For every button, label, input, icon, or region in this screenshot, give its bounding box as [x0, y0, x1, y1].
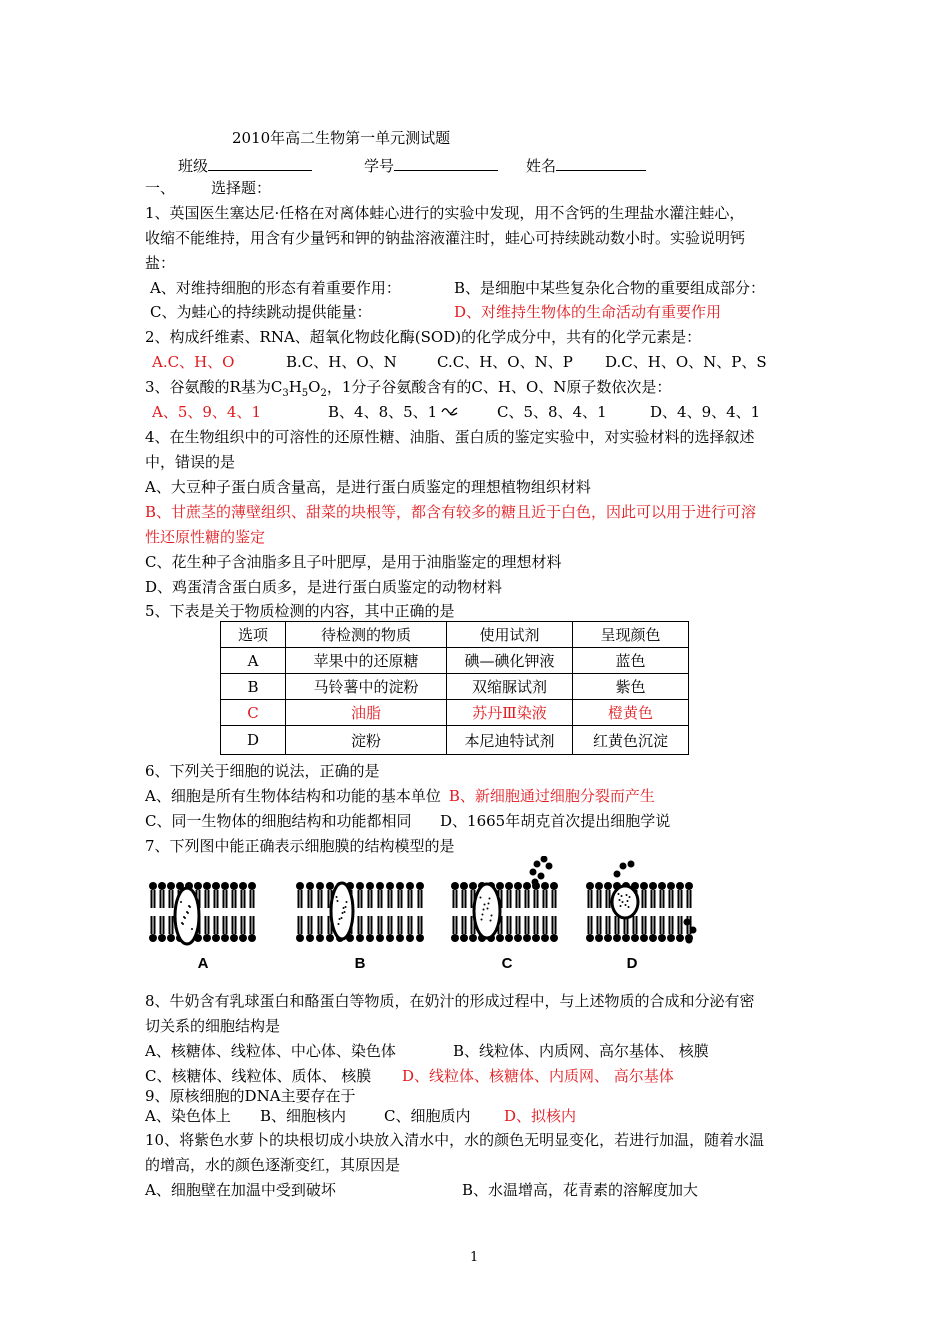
table-cell: 蓝色 [573, 648, 689, 674]
q2-option-a-answer: A.C、H、O [152, 353, 235, 371]
q4-option-b-answer-line2: 性还原性糖的鉴定 [145, 528, 266, 546]
q4-option-a: A、大豆种子蛋白质含量高，是进行蛋白质鉴定的理想植物组织材料 [145, 478, 591, 496]
membrane-model-a [149, 882, 256, 944]
figure-label-d: D [626, 955, 638, 972]
table-cell: 双缩脲试剂 [447, 674, 573, 700]
q4-stem-line1: 4、在生物组织中的可溶性的还原性糖、油脂、蛋白质的鉴定实验中，对实验材料的选择叙述 [145, 428, 755, 446]
q3-stem: 3、谷氨酸的R基为$C_3H_5O_2$，1分子谷氨酸含有的C、H、O、N原子数依次是： [145, 378, 672, 399]
table-cell: 苹果中的还原糖 [286, 648, 447, 674]
q1-option-a: A、对维持细胞的形态有着重要作用： [150, 279, 401, 297]
membrane-models-figure [145, 856, 715, 976]
q6-option-d: D、1665年胡克首次提出细胞学说 [440, 812, 671, 830]
table-cell: D [221, 726, 286, 755]
q1-stem-line2: 收缩不能维持，用含有少量钙和钾的钠盐溶液灌注时，蛙心可持续跳动数小时。实验说明钙 [145, 229, 746, 247]
q3-option-c: C、5、8、4、1 [497, 403, 607, 421]
q4-option-d: D、鸡蛋清含蛋白质多，是进行蛋白质鉴定的动物材料 [145, 578, 503, 596]
q3-option-a-answer: A、5、9、4、1 [152, 403, 262, 421]
table-cell: C [221, 700, 286, 726]
table-row-answer [221, 700, 689, 726]
q8-option-c: C、核糖体、线粒体、质体、 核膜 [145, 1067, 372, 1085]
name-label: 姓名 [526, 157, 557, 175]
table-cell: 紫色 [573, 674, 689, 700]
figure-label-c: C [501, 955, 513, 972]
q6-options-ab [145, 786, 655, 806]
q9-option-d-answer: D、拟核内 [504, 1107, 577, 1125]
q6-option-c: C、同一生物体的细胞结构和功能都相同 [145, 812, 412, 830]
q9-option-a: A、染色体上 [145, 1107, 231, 1125]
membrane-model-d [586, 861, 697, 944]
q4-stem-line2: 中，错误的是 [145, 453, 236, 471]
q2-option-c: C.C、H、O、N、P [437, 353, 573, 371]
q1-stem-line3: 盐： [145, 254, 176, 272]
q1-stem-line1: 1、英国医生塞达尼·任格在对离体蛙心进行的实验中发现，用不含钙的生理盐水灌注蛙心， [145, 204, 745, 222]
table-cell: B [221, 674, 286, 700]
q6-option-b-answer: B、新细胞通过细胞分裂而产生 [448, 787, 655, 805]
table-cell: 马铃薯中的淀粉 [286, 674, 447, 700]
q9-option-c: C、细胞质内 [384, 1107, 471, 1125]
q2-option-b: B.C、H、O、N [286, 353, 397, 371]
table-cell: 橙黄色 [573, 700, 689, 726]
q1-option-d-answer: D、对维持生物体的生命活动有重要作用 [454, 303, 722, 321]
q5-stem: 5、下表是关于物质检测的内容，其中正确的是 [145, 602, 455, 620]
table-header: 呈现颜色 [573, 622, 689, 648]
membrane-model-b [296, 882, 424, 942]
table-cell: 红黄色沉淀 [573, 726, 689, 755]
table-cell: 淀粉 [286, 726, 447, 755]
q10-stem-line2: 的增高，水的颜色逐渐变红，其原因是 [145, 1156, 401, 1174]
table-cell: 苏丹Ⅲ染液 [447, 700, 573, 726]
page-number: 1 [470, 1250, 479, 1265]
q6-option-a: A、细胞是所有生物体结构和功能的基本单位 [145, 787, 441, 805]
q3-option-d: D、4、9、4、1 [650, 403, 761, 421]
table-cell: 碘—碘化钾液 [447, 648, 573, 674]
table-row [221, 674, 689, 700]
q9-option-b: B、细胞核内 [260, 1107, 347, 1125]
table-cell: 本尼迪特试剂 [447, 726, 573, 755]
q8-option-d-answer: D、线粒体、核糖体、内质网、 高尔基体 [402, 1067, 674, 1085]
name-blank[interactable] [556, 153, 646, 171]
table-cell: 油脂 [286, 700, 447, 726]
q3-option-b: B、4、8、5、1 [328, 403, 438, 421]
reagent-table [220, 621, 689, 755]
q4-option-b-answer-line1: B、甘蔗茎的薄壁组织、甜菜的块根等，都含有较多的糖且近于白色，因此可以用于进行可溶 [145, 503, 757, 521]
header-fields [178, 153, 646, 176]
figure-label-a: A [197, 955, 209, 972]
table-header: 待检测的物质 [286, 622, 447, 648]
squiggle-mark-icon [441, 405, 459, 417]
q4-option-c: C、花生种子含油脂多且子叶肥厚，是用于油脂鉴定的理想材料 [145, 553, 562, 571]
q8-stem-line2: 切关系的细胞结构是 [145, 1017, 281, 1035]
q10-option-b: B、水温增高，花青素的溶解度加大 [462, 1181, 699, 1199]
page-title: 2010年高二生物第一单元测试题 [232, 129, 451, 147]
q8-stem-line1: 8、牛奶含有乳球蛋白和酪蛋白等物质，在奶汁的形成过程中，与上述物质的合成和分泌有密 [145, 992, 755, 1010]
figure-label-b: B [354, 955, 366, 972]
q2-option-d: D.C、H、O、N、P、S [605, 353, 767, 371]
class-label: 班级 [178, 157, 209, 175]
q1-option-b: B、是细胞中某些复杂化合物的重要组成部分： [454, 279, 766, 297]
membrane-model-c [451, 856, 558, 942]
table-header: 使用试剂 [447, 622, 573, 648]
number-label: 学号 [364, 157, 395, 175]
q8-option-b: B、线粒体、内质网、高尔基体、 核膜 [453, 1042, 709, 1060]
table-cell: A [221, 648, 286, 674]
table-header-row [221, 622, 689, 648]
section-heading: 一、 选择题： [145, 179, 272, 197]
q10-option-a: A、细胞壁在加温中受到破坏 [145, 1181, 336, 1199]
number-blank[interactable] [394, 153, 498, 171]
class-blank[interactable] [208, 153, 312, 171]
q10-stem-line1: 10、将紫色水萝卜的块根切成小块放入清水中，水的颜色无明显变化，若进行加温，随着水温 [145, 1131, 765, 1149]
q8-option-a: A、核糖体、线粒体、中心体、染色体 [145, 1042, 396, 1060]
table-row [221, 648, 689, 674]
q6-stem: 6、下列关于细胞的说法，正确的是 [145, 762, 380, 780]
q2-stem: 2、构成纤维素、RNA、超氧化物歧化酶(SOD)的化学成分中，共有的化学元素是： [145, 328, 702, 346]
q9-stem: 9、原核细胞的DNA主要存在于 [145, 1087, 356, 1105]
table-row [221, 726, 689, 755]
table-header: 选项 [221, 622, 286, 648]
q7-stem: 7、下列图中能正确表示细胞膜的结构模型的是 [145, 837, 455, 855]
q1-option-c: C、为蛙心的持续跳动提供能量： [150, 303, 372, 321]
